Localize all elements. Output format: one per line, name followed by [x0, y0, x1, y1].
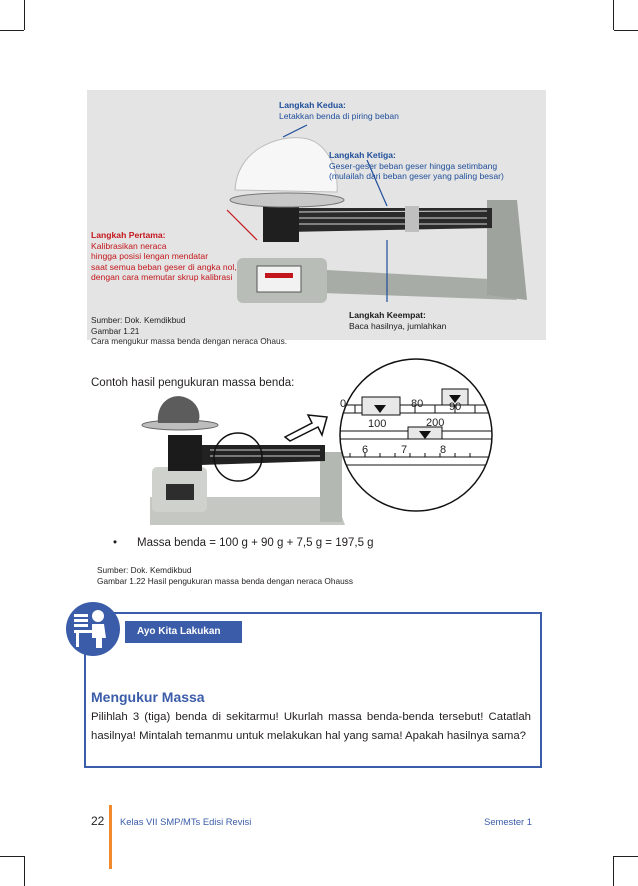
activity-title: Mengukur Massa [91, 689, 205, 705]
crop-mark [24, 856, 25, 886]
crop-mark [614, 30, 638, 31]
step4-title: Langkah Keempat: [349, 310, 426, 320]
mass-result [113, 537, 374, 549]
bullet: • [113, 537, 118, 549]
footer-divider [109, 805, 112, 869]
caption-line: Gambar 1.21 [91, 325, 140, 336]
crop-mark [0, 30, 24, 31]
step4-text: Baca hasilnya, jumlahkan [349, 320, 447, 331]
step1-title: Langkah Pertama: [91, 230, 166, 240]
crop-mark [0, 856, 24, 857]
student-desk-icon [66, 602, 120, 656]
mass-result-text: Massa benda = 100 g + 90 g + 7,5 g = 197,5 g [137, 537, 374, 549]
scale-label: 100 [368, 418, 387, 430]
scale-label: 0 [340, 398, 347, 410]
step1-line: saat semua beban geser di angka nol, [91, 261, 237, 272]
footer-book-title: Kelas VII SMP/MTs Edisi Revisi [120, 816, 252, 827]
caption-line: Sumber: Dok. Kemdikbud [97, 565, 192, 575]
step1-line: Kalibrasikan neraca [91, 240, 167, 251]
scale-label: 80 [411, 398, 424, 410]
scale-label: 7 [401, 444, 408, 456]
step1-line: hingga posisi lengan mendatar [91, 251, 209, 261]
step2-title: Langkah Kedua: [279, 100, 346, 110]
scale-label: 6 [362, 444, 369, 456]
step3-title: Langkah Ketiga: [329, 150, 396, 160]
caption-line: Cara mengukur massa benda dengan neraca Ohaus. [91, 336, 288, 347]
ohaus-balance-illustration [87, 90, 546, 340]
crop-mark [613, 0, 614, 30]
activity-text: Pilihlah 3 (tiga) benda di sekitarmu! Ukurlah massa benda-benda tersebut! Catatlah hasilnya! Mintalah temanmu untuk melakukan hal yang sama! Apakah hasilnya sama? [91, 711, 531, 742]
step3-line: (mulailah dari beban geser yang paling besar) [329, 171, 504, 181]
scale-label: 90 [449, 401, 462, 413]
balance-and-zoom-illustration [140, 357, 495, 529]
ohaus-balance-photo [87, 90, 546, 340]
step1-line: dengan cara memutar skrup kalibrasi [91, 272, 233, 282]
step3-line: Geser-geser beban geser hingga setimbang [329, 160, 498, 171]
step3-label [329, 150, 504, 182]
step4-label [349, 310, 446, 331]
activity-ribbon: Ayo Kita Lakukan [125, 621, 242, 643]
measurement-example-figure [140, 357, 495, 534]
footer-semester: Semester 1 [484, 816, 532, 827]
scale-label: 200 [426, 417, 445, 429]
step2-label [279, 100, 399, 121]
caption-line: Gambar 1.22 Hasil pengukuran massa benda dengan neraca Ohauss [97, 575, 353, 586]
crop-mark [614, 856, 638, 857]
example-intro: Contoh hasil pengukuran massa benda: [91, 377, 295, 389]
step2-text: Letakkan benda di piring beban [279, 110, 399, 121]
scale-label: 8 [440, 444, 447, 456]
caption-line: Sumber: Dok. Kemdikbud [91, 315, 186, 325]
figure2-caption [97, 565, 353, 586]
crop-mark [24, 0, 25, 30]
crop-mark [613, 856, 614, 886]
figure1-caption [91, 315, 287, 347]
page-number: 22 [91, 814, 105, 828]
step1-label [91, 230, 237, 283]
